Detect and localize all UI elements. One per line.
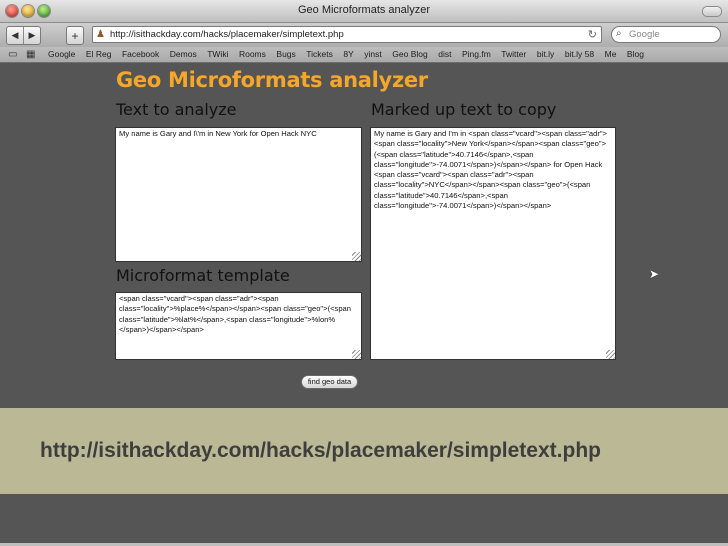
toolbar-toggle-button[interactable] [702, 6, 722, 17]
bookmark-item[interactable]: El Reg [85, 49, 112, 59]
bookmark-item[interactable]: bit.ly 58 [564, 49, 595, 59]
bookmark-item[interactable]: dist [438, 49, 452, 59]
microformat-template-heading: Microformat template [116, 266, 290, 285]
bookmark-item[interactable]: Me [604, 49, 617, 59]
add-bookmark-group [66, 26, 84, 45]
bookmark-item[interactable]: Rooms [238, 49, 266, 59]
bookmark-item[interactable]: Twitter [501, 49, 527, 59]
plus-icon[interactable]: + [71, 28, 79, 43]
forward-arrow-icon[interactable]: ▶ [28, 30, 36, 40]
caption-url: http://isithackday.com/hacks/placemaker/simpletext.php [40, 439, 601, 462]
resize-grip-icon[interactable] [352, 350, 361, 359]
bookmark-item[interactable]: Demos [169, 49, 197, 59]
address-url: http://isithackday.com/hacks/placemaker/simpletext.php [110, 29, 344, 40]
bookmark-item[interactable]: Facebook [121, 49, 160, 59]
site-favicon-icon: ♟ [96, 29, 105, 40]
bookmarks-bar [0, 47, 728, 63]
bookmark-item[interactable]: Google [48, 49, 76, 59]
resize-grip-icon[interactable] [352, 252, 361, 261]
microformat-template-input[interactable] [115, 292, 362, 360]
bookmarks-grid-icon[interactable]: ▦ [26, 49, 36, 60]
bookmark-item[interactable]: Geo Blog [392, 49, 428, 59]
page-title: Geo Microformats analyzer [116, 68, 428, 92]
bookmark-item[interactable]: Tickets [306, 49, 333, 59]
bookmark-item[interactable]: TWiki [207, 49, 229, 59]
text-to-analyze-heading: Text to analyze [116, 100, 237, 119]
page-content [0, 63, 728, 408]
find-geo-data-button[interactable]: find geo data [301, 375, 358, 389]
browser-toolbar [0, 23, 728, 47]
bookmark-list [48, 49, 654, 59]
reload-icon[interactable]: ↻ [587, 29, 597, 41]
text-to-analyze-input[interactable] [115, 127, 362, 262]
mouse-pointer-icon: ➤ [649, 267, 660, 281]
marked-up-text-output[interactable] [370, 127, 616, 360]
bookmark-item[interactable]: Ping.fm [461, 49, 491, 59]
bottom-band [0, 494, 728, 546]
bookmark-item[interactable]: yinst [364, 49, 382, 59]
search-field[interactable] [611, 26, 721, 43]
window-title-bar [0, 0, 728, 23]
bookmark-item[interactable]: 8Y [343, 49, 354, 59]
bookmark-item[interactable]: Bugs [276, 49, 296, 59]
search-placeholder: Google [629, 29, 660, 40]
bookmark-item[interactable]: bit.ly [536, 49, 555, 59]
reading-list-icon[interactable]: ▭ [8, 49, 18, 60]
caption-band [0, 408, 728, 494]
back-arrow-icon[interactable]: ◀ [7, 27, 24, 44]
nav-buttons [6, 26, 41, 45]
window-title: Geo Microformats analyzer [297, 4, 431, 16]
bookmark-item[interactable]: Blog [626, 49, 644, 59]
marked-up-text-heading: Marked up text to copy [371, 100, 557, 119]
address-bar[interactable] [92, 26, 602, 43]
resize-grip-icon[interactable] [606, 350, 615, 359]
search-icon: ⌕ [616, 28, 622, 39]
